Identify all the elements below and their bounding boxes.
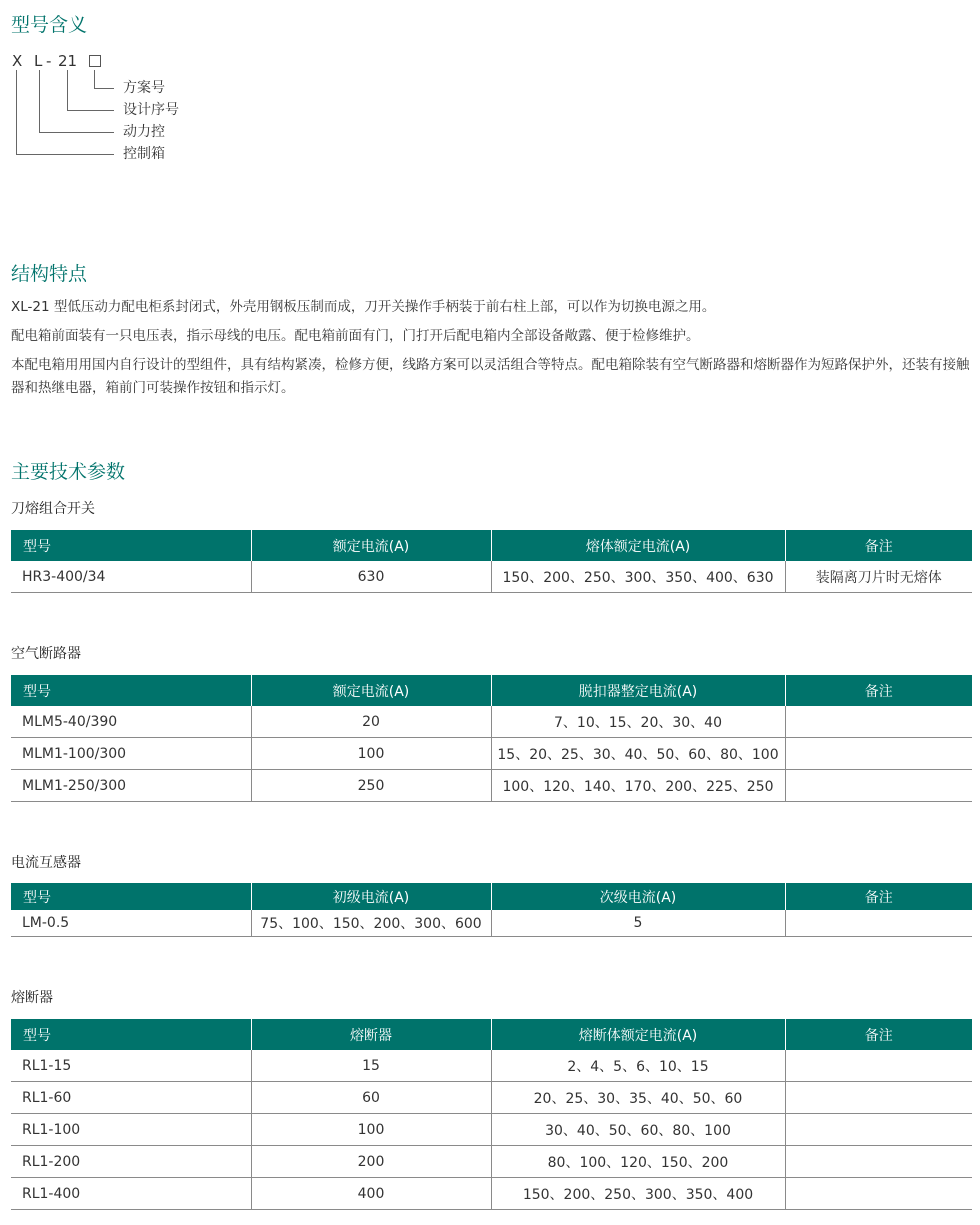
table-current-transformer: [11, 883, 972, 937]
cell-fuse-link-rated-current: 2、4、5、6、10、15: [491, 1050, 785, 1082]
model-code-dash: -: [46, 52, 52, 70]
table-row: [11, 561, 972, 593]
cell-remarks: [785, 1146, 972, 1178]
cell-rated-current: 630: [251, 561, 491, 593]
header-remarks: 备注: [785, 1019, 972, 1050]
table-row: [11, 706, 972, 738]
header-fuse-link-rated-current: 熔断体额定电流(A): [491, 1019, 785, 1050]
table-row: [11, 1050, 972, 1082]
table-header-row: [11, 675, 972, 706]
structure-paragraph-2: 配电箱前面装有一只电压表，指示母线的电压。配电箱前面有门，门打开后配电箱内全部设备敞露、便于检修维护。: [11, 328, 700, 344]
cell-rated-current: 100: [251, 738, 491, 770]
cell-trip-setting-current: 100、120、140、170、200、225、250: [491, 770, 785, 802]
header-model: 型号: [11, 883, 251, 910]
table-title-knife-fuse-switch: 刀熔组合开关: [11, 501, 95, 517]
leader-line-design-h: [67, 110, 114, 111]
cell-primary-current: 75、100、150、200、300、600: [251, 910, 491, 937]
table-row: [11, 1178, 972, 1210]
cell-model: MLM1-100/300: [11, 738, 251, 770]
table-air-circuit-breaker: [11, 675, 972, 802]
label-scheme-number: 方案号: [123, 80, 165, 96]
cell-fuse-link-rated-current: 150、200、250、300、350、400: [491, 1178, 785, 1210]
table-row: [11, 1082, 972, 1114]
table-header-row: [11, 883, 972, 910]
section-title-specs: 主要技术参数: [11, 461, 126, 483]
leader-line-box: [16, 70, 17, 154]
cell-remarks: [785, 738, 972, 770]
leader-line-scheme-h: [94, 88, 114, 89]
cell-trip-setting-current: 7、10、15、20、30、40: [491, 706, 785, 738]
cell-fuse-link-rated-current: 80、100、120、150、200: [491, 1146, 785, 1178]
structure-paragraph-1: XL-21 型低压动力配电柜系封闭式，外壳用钢板压制而成，刀开关操作手柄装于前右柱上部，可以作为切换电源之用。: [11, 299, 716, 315]
cell-fuse-rated-current: 150、200、250、300、350、400、630: [491, 561, 785, 593]
label-power-control: 动力控: [123, 124, 165, 140]
cell-remarks: 装隔离刀片时无熔体: [785, 561, 972, 593]
cell-fuse: 60: [251, 1082, 491, 1114]
model-code-diagram: [8, 48, 268, 173]
label-control-box: 控制箱: [123, 146, 165, 162]
cell-model: RL1-200: [11, 1146, 251, 1178]
cell-model: LM-0.5: [11, 910, 251, 937]
cell-model: RL1-400: [11, 1178, 251, 1210]
leader-line-scheme: [94, 70, 95, 88]
cell-rated-current: 20: [251, 706, 491, 738]
table-row: [11, 1114, 972, 1146]
cell-remarks: [785, 770, 972, 802]
table-title-fuse: 熔断器: [11, 990, 53, 1006]
table-knife-fuse-switch: [11, 530, 972, 593]
cell-fuse: 400: [251, 1178, 491, 1210]
cell-fuse: 200: [251, 1146, 491, 1178]
header-model: 型号: [11, 1019, 251, 1050]
leader-line-design: [67, 70, 68, 110]
header-remarks: 备注: [785, 530, 972, 561]
table-title-air-circuit-breaker: 空气断路器: [11, 646, 81, 662]
cell-model: RL1-15: [11, 1050, 251, 1082]
header-remarks: 备注: [785, 883, 972, 910]
cell-trip-setting-current: 15、20、25、30、40、50、60、80、100: [491, 738, 785, 770]
cell-remarks: [785, 910, 972, 937]
cell-remarks: [785, 1178, 972, 1210]
section-title-model-meaning: 型号含义: [11, 14, 88, 36]
header-fuse: 熔断器: [251, 1019, 491, 1050]
model-code-number: 21: [58, 52, 78, 70]
model-code-placeholder-box: [89, 55, 101, 67]
header-trip-setting-current: 脱扣器整定电流(A): [491, 675, 785, 706]
cell-rated-current: 250: [251, 770, 491, 802]
leader-line-power-h: [39, 132, 114, 133]
model-code-l: L: [34, 52, 43, 70]
leader-line-power: [39, 70, 40, 132]
header-primary-current: 初级电流(A): [251, 883, 491, 910]
header-remarks: 备注: [785, 675, 972, 706]
leader-line-box-h: [16, 154, 114, 155]
structure-paragraph-3: 本配电箱用用国内自行设计的型组件，具有结构紧凑，检修方便，线路方案可以灵活组合等特点。配电箱除装有空气断路器和熔断器作为短路保护外，还装有接触器和热继电器，箱前门可装操作按钮和指示灯。: [11, 357, 970, 396]
cell-remarks: [785, 1114, 972, 1146]
table-header-row: [11, 530, 972, 561]
table-row: [11, 910, 972, 937]
cell-model: HR3-400/34: [11, 561, 251, 593]
table-row: [11, 738, 972, 770]
header-secondary-current: 次级电流(A): [491, 883, 785, 910]
table-header-row: [11, 1019, 972, 1050]
table-fuse: [11, 1019, 972, 1210]
cell-fuse: 100: [251, 1114, 491, 1146]
cell-model: MLM5-40/390: [11, 706, 251, 738]
cell-model: RL1-100: [11, 1114, 251, 1146]
model-code-x: X: [12, 52, 23, 70]
header-model: 型号: [11, 530, 251, 561]
header-fuse-rated-current: 熔体额定电流(A): [491, 530, 785, 561]
cell-remarks: [785, 1082, 972, 1114]
header-model: 型号: [11, 675, 251, 706]
table-row: [11, 770, 972, 802]
cell-secondary-current: 5: [491, 910, 785, 937]
header-rated-current: 额定电流(A): [251, 530, 491, 561]
table-title-current-transformer: 电流互感器: [11, 855, 81, 871]
table-row: [11, 1146, 972, 1178]
cell-fuse-link-rated-current: 30、40、50、60、80、100: [491, 1114, 785, 1146]
cell-remarks: [785, 1050, 972, 1082]
header-rated-current: 额定电流(A): [251, 675, 491, 706]
cell-fuse-link-rated-current: 20、25、30、35、40、50、60: [491, 1082, 785, 1114]
cell-remarks: [785, 706, 972, 738]
label-design-serial: 设计序号: [123, 102, 179, 118]
cell-model: MLM1-250/300: [11, 770, 251, 802]
cell-fuse: 15: [251, 1050, 491, 1082]
cell-model: RL1-60: [11, 1082, 251, 1114]
section-title-structure: 结构特点: [11, 263, 88, 285]
